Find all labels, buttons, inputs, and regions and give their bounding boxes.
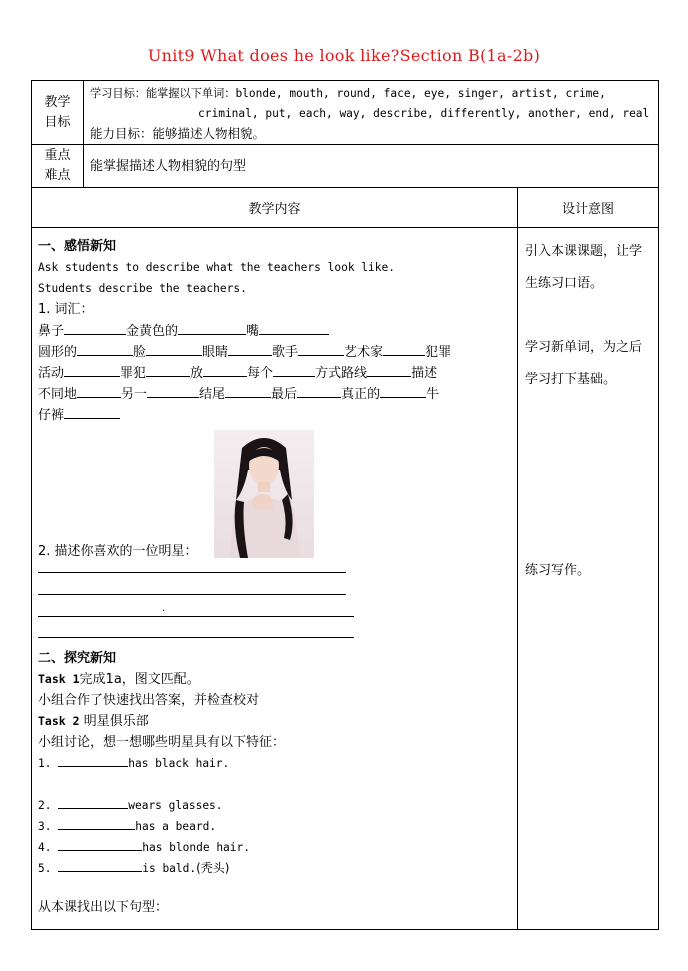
writing-line[interactable] <box>38 636 354 638</box>
vocab-word: 鼻子 <box>38 324 65 339</box>
intent-2-line-1: 学习新单词，为之后 <box>525 340 643 355</box>
answer-blank[interactable] <box>146 362 190 377</box>
key-points-row <box>32 145 659 188</box>
item-number: 3. <box>38 820 52 833</box>
objectives-row <box>32 81 659 145</box>
answer-blank[interactable] <box>297 383 341 398</box>
vocab-row-4 <box>38 383 511 404</box>
item-text: wears glasses. <box>128 799 223 812</box>
item-number: 1. <box>38 757 52 770</box>
task1-label: Task 1 <box>38 672 80 686</box>
key-points-label <box>32 145 84 188</box>
describe-label: 2. 描述你喜欢的一位明星： <box>38 544 198 559</box>
item-number: 5. <box>38 862 52 875</box>
writing-line[interactable] <box>38 571 346 573</box>
answer-blank[interactable] <box>178 320 246 335</box>
trait-item-5 <box>38 858 511 879</box>
answer-blank[interactable] <box>64 362 120 377</box>
answer-blank[interactable] <box>367 362 411 377</box>
section2-heading: 二、探究新知 <box>38 651 117 666</box>
objectives-cell <box>84 81 659 145</box>
vocab-word: 脸 <box>133 345 147 360</box>
intent-cell <box>518 228 659 930</box>
section1-line-1: Ask students to describe what the teachers look like. <box>38 261 395 274</box>
lesson-table <box>31 80 659 930</box>
vocab-word: 罪犯 <box>120 366 147 381</box>
answer-blank[interactable] <box>298 341 344 356</box>
celebrity-photo-art <box>214 430 314 558</box>
writing-line[interactable] <box>38 593 346 595</box>
intent-1-line-1: 引入本课课题，让学 <box>525 244 643 259</box>
section1-line-2: Students describe the teachers. <box>38 282 247 295</box>
vocab-word: 眼睛 <box>202 345 229 360</box>
item-text: has a beard. <box>135 820 217 833</box>
vocab-word: 描述 <box>411 366 438 381</box>
vocab-word: 仔裤 <box>38 408 65 423</box>
answer-blank[interactable] <box>380 383 426 398</box>
key-points-label-text: 重点 难点 <box>44 148 71 183</box>
objectives-label <box>32 81 84 145</box>
intent-1-line-2: 生练习口语。 <box>525 276 604 291</box>
content-row <box>32 228 659 930</box>
vocab-row-5 <box>38 404 511 425</box>
task1-line <box>38 669 511 690</box>
trait-item-2 <box>38 795 511 816</box>
vocab-label: 1. 词汇： <box>38 302 94 317</box>
answer-blank[interactable] <box>146 341 202 356</box>
content-header <box>32 188 518 228</box>
vocab-word: 圆形的 <box>38 345 78 360</box>
vocab-word: 金黄色的 <box>126 324 179 339</box>
dot-mark: . <box>162 603 166 614</box>
answer-blank[interactable] <box>58 859 142 872</box>
vocab-row-2 <box>38 341 511 362</box>
content-header-text: 教学内容 <box>248 202 301 217</box>
vocab-word: 最后 <box>271 387 298 402</box>
item-text: has blonde hair. <box>142 841 251 854</box>
vocab-word: 艺术家 <box>344 345 384 360</box>
trait-item-3 <box>38 816 511 837</box>
item-number: 4. <box>38 841 52 854</box>
task2-line <box>38 711 511 732</box>
page-title: Unit9 What does he look like?Section B(1a-2b) <box>147 46 541 65</box>
item-number: 2. <box>38 799 52 812</box>
intent-header <box>518 188 659 228</box>
task1-text: 完成1a，图文匹配。 <box>79 672 200 687</box>
answer-blank[interactable] <box>64 320 126 335</box>
vocab-row-3 <box>38 362 511 383</box>
intent-3: 练习写作。 <box>525 563 591 578</box>
task2-line-2: 小组讨论，想一想哪些明星具有以下特征： <box>38 735 286 750</box>
objectives-line-1: 学习目标：能掌握以下单词：blonde, mouth, round, face, eye, singer, artist, crime, <box>90 87 606 100</box>
answer-blank[interactable] <box>77 341 133 356</box>
task2-text: 明星俱乐部 <box>83 714 149 729</box>
answer-blank[interactable] <box>58 838 142 851</box>
vocab-word: 真正的 <box>341 387 381 402</box>
task1-line-2: 小组合作了快速找出答案，并检查校对 <box>38 693 260 708</box>
trait-item-1 <box>38 753 511 774</box>
answer-blank[interactable] <box>225 383 271 398</box>
answer-blank[interactable] <box>147 383 199 398</box>
key-points-text: 能掌握描述人物相貌的句型 <box>90 159 247 174</box>
answer-blank[interactable] <box>228 341 272 356</box>
answer-blank[interactable] <box>58 817 135 830</box>
vocab-word: 牛 <box>426 387 440 402</box>
answer-blank[interactable] <box>58 754 128 767</box>
item-text: has black hair. <box>128 757 230 770</box>
intent-1 <box>525 236 652 300</box>
vocab-word: 另一 <box>121 387 148 402</box>
answer-blank[interactable] <box>58 796 128 809</box>
content-cell <box>32 228 518 930</box>
task2-label: Task 2 <box>38 714 80 728</box>
section1-heading: 一、感悟新知 <box>38 239 117 254</box>
answer-blank[interactable] <box>64 404 120 419</box>
vocab-word: 放 <box>190 366 204 381</box>
vocab-word: 活动 <box>38 366 65 381</box>
intent-header-text: 设计意图 <box>561 202 614 217</box>
final-line: 从本课找出以下句型： <box>38 900 169 915</box>
vocab-row-1 <box>38 320 511 341</box>
vocab-word: 歌手 <box>272 345 299 360</box>
vocab-word: 嘴 <box>246 324 260 339</box>
trait-item-4 <box>38 837 511 858</box>
writing-line-row <box>38 603 511 616</box>
header-row <box>32 188 659 228</box>
vocab-word: 方式路线 <box>315 366 368 381</box>
answer-blank[interactable] <box>273 362 315 377</box>
intent-2 <box>525 332 652 396</box>
writing-line[interactable] <box>38 615 354 617</box>
vocab-word: 犯罪 <box>425 345 452 360</box>
vocab-word: 每个 <box>247 366 274 381</box>
objectives-label-text: 教学 目标 <box>44 94 71 130</box>
answer-blank[interactable] <box>203 362 247 377</box>
answer-blank[interactable] <box>77 383 121 398</box>
vocab-word: 结尾 <box>199 387 226 402</box>
vocab-word: 不同地 <box>38 387 78 402</box>
item-note: (秃头) <box>196 861 230 875</box>
item-text: is bald. <box>142 862 197 875</box>
answer-blank[interactable] <box>259 320 329 335</box>
key-points-cell <box>84 145 659 188</box>
celebrity-photo <box>214 430 314 558</box>
answer-blank[interactable] <box>383 341 425 356</box>
intent-2-line-2: 学习打下基础。 <box>525 372 617 387</box>
objectives-line-3: 能力目标：能够描述人物相貌。 <box>90 126 266 141</box>
objectives-line-2: criminal, put, each, way, describe, differently, another, end, real <box>198 107 650 120</box>
